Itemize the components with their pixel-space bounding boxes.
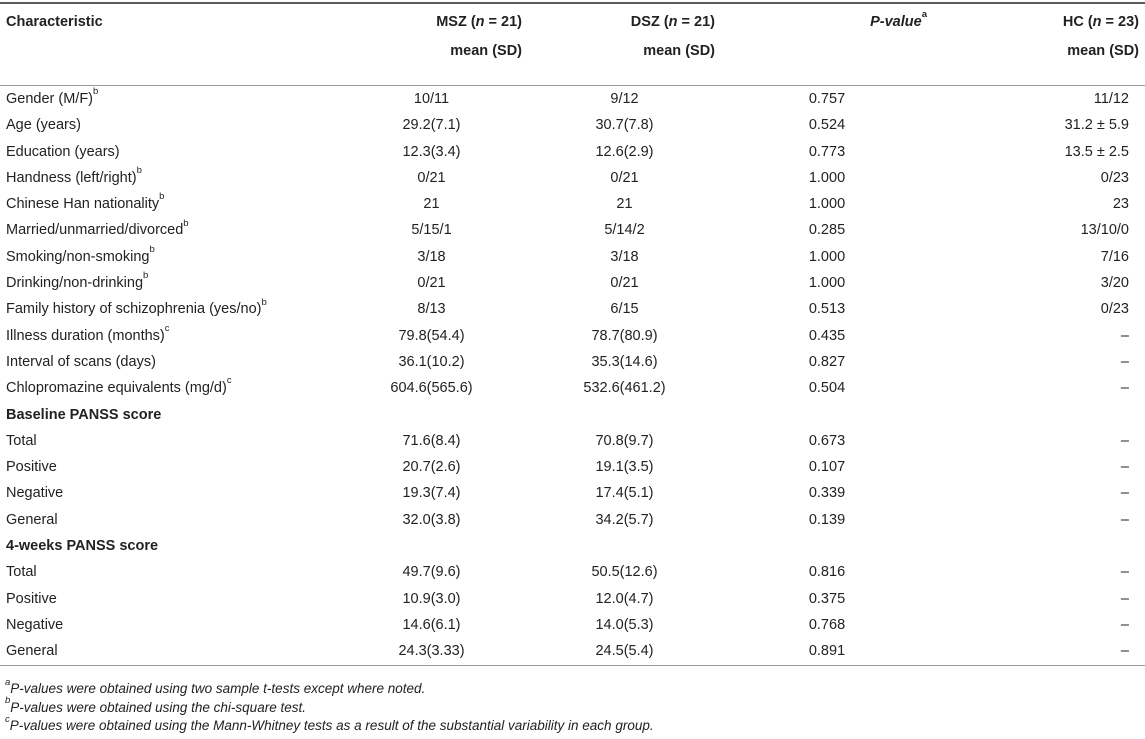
- cell-dsz: 0/21: [610, 275, 639, 292]
- cell-pvalue: 0.524: [808, 117, 846, 134]
- cell-pvalue: 0.339: [808, 485, 846, 502]
- cell-dsz: 24.5(5.4): [528, 638, 721, 665]
- row-label: Gender (M/F): [6, 91, 94, 107]
- header-hc-sub: mean (SD): [933, 38, 1145, 86]
- cell-dsz: 70.8(9.7): [595, 432, 654, 449]
- table-row: [0, 86, 1145, 113]
- table-row: [0, 296, 1145, 322]
- cell-dsz: 12.6(2.9): [595, 143, 654, 160]
- cell-msz: 8/13: [417, 301, 446, 318]
- cell-msz: 24.3(3.33): [335, 638, 528, 665]
- table-footnotes: [5, 676, 654, 736]
- table-row: [0, 559, 1145, 585]
- footnote-mark: a: [5, 676, 11, 688]
- cell-pvalue: 0.513: [808, 301, 846, 318]
- header-msz: MSZ (n = 21): [335, 3, 528, 38]
- table-body: [0, 86, 1145, 666]
- header-pvalue-sup: a: [921, 9, 927, 21]
- table-row: [0, 428, 1145, 454]
- cell-msz: 20.7(2.6): [402, 459, 461, 476]
- cell-characteristic: [0, 375, 335, 401]
- row-label: Chlopromazine equivalents (mg/d): [6, 380, 227, 397]
- footnote-marker: b: [159, 191, 165, 203]
- cell-hc: 0/23: [1100, 301, 1129, 318]
- row-label: Chinese Han nationality: [6, 196, 160, 213]
- cell-msz: 0/21: [417, 275, 446, 292]
- cell-msz: 14.6(6.1): [402, 616, 461, 633]
- cell-dsz: 12.0(4.7): [595, 590, 654, 607]
- cell-characteristic: [0, 480, 335, 506]
- cell-pvalue: 0.435: [808, 327, 846, 344]
- cell-dsz: 30.7(7.8): [595, 117, 654, 134]
- table-row: [0, 217, 1145, 243]
- cell-characteristic: [0, 217, 335, 243]
- cell-pvalue: 0.285: [808, 222, 846, 239]
- cell-characteristic: [0, 270, 335, 296]
- footnote-marker: b: [93, 86, 99, 98]
- cell-msz: 36.1(10.2): [398, 353, 465, 370]
- cell-pvalue: 0.891: [721, 638, 933, 665]
- row-label: Total: [6, 432, 37, 449]
- cell-characteristic: [0, 165, 335, 191]
- cell-hc: –: [1120, 459, 1129, 476]
- cell-characteristic: [0, 112, 335, 138]
- cell-characteristic: [0, 454, 335, 480]
- cell-dsz: 3/18: [610, 248, 639, 265]
- cell-pvalue: 0.139: [808, 511, 846, 528]
- table-row: [0, 112, 1145, 138]
- table-row: [0, 191, 1145, 217]
- cell-hc: –: [1120, 432, 1129, 449]
- table-row: [0, 480, 1145, 506]
- footnote-mark: b: [5, 695, 11, 706]
- cell-msz: 604.6(565.6): [390, 380, 473, 397]
- footnote-text: P-values were obtained using the chi-square test.: [10, 699, 306, 715]
- row-label: Drinking/non-drinking: [6, 275, 144, 292]
- table-row: [0, 349, 1145, 375]
- footnote-marker: b: [261, 296, 267, 308]
- cell-hc: –: [1120, 616, 1129, 633]
- header-pvalue-label: P-value: [870, 14, 922, 30]
- cell-hc: –: [1120, 327, 1129, 344]
- row-label: Handness (left/right): [6, 169, 137, 186]
- cell-pvalue: 0.773: [808, 143, 846, 160]
- cell-msz: 79.8(54.4): [398, 327, 465, 344]
- cell-characteristic: [0, 559, 335, 585]
- row-label: Interval of scans (days): [6, 353, 156, 370]
- header-dsz: DSZ (n = 21): [528, 3, 721, 38]
- footnote-marker: b: [183, 217, 189, 229]
- cell-hc: 11/12: [1093, 91, 1129, 107]
- cell-hc: 0/23: [1100, 169, 1129, 186]
- footnote: [5, 713, 654, 736]
- row-label: Negative: [6, 616, 64, 633]
- row-label: Education (years): [6, 143, 120, 160]
- cell-msz: 71.6(8.4): [402, 432, 461, 449]
- row-label: Illness duration (months): [6, 327, 165, 344]
- cell-pvalue: 0.673: [808, 432, 846, 449]
- cell-pvalue: 1.000: [808, 196, 846, 213]
- cell-characteristic: [0, 86, 335, 113]
- cell-hc: 13/10/0: [1080, 222, 1129, 239]
- cell-hc: 31.2 ± 5.9: [1064, 117, 1129, 134]
- cell-pvalue: 0.107: [808, 459, 846, 476]
- cell-pvalue: 0.768: [808, 616, 846, 633]
- row-label: Married/unmarried/divorced: [6, 222, 184, 239]
- footnote-marker: b: [149, 243, 155, 255]
- cell-dsz: 17.4(5.1): [595, 485, 654, 502]
- cell-hc: –: [1120, 590, 1129, 607]
- cell-hc: –: [1120, 485, 1129, 502]
- cell-characteristic: [0, 296, 335, 322]
- section-row: [0, 533, 1145, 559]
- cell-hc: –: [1120, 511, 1129, 528]
- footnote-marker: c: [226, 375, 232, 387]
- cell-hc: 7/16: [1100, 248, 1129, 265]
- cell-msz: 29.2(7.1): [402, 117, 461, 134]
- cell-characteristic: [0, 507, 335, 533]
- cell-hc: –: [1120, 564, 1129, 581]
- row-label: Age (years): [6, 117, 81, 134]
- cell-characteristic: [0, 428, 335, 454]
- section-row: [0, 402, 1145, 428]
- cell-pvalue: 1.000: [808, 169, 846, 186]
- footnote-marker: b: [143, 270, 149, 282]
- header-dsz-sub: mean (SD): [528, 38, 721, 86]
- row-label: General: [6, 643, 58, 660]
- cell-dsz: 14.0(5.3): [595, 616, 654, 633]
- table-row: [0, 507, 1145, 533]
- cell-hc: 3/20: [1100, 275, 1129, 292]
- table-row: [0, 244, 1145, 270]
- row-label: Family history of schizophrenia (yes/no): [6, 301, 262, 318]
- cell-msz: 21: [423, 196, 440, 213]
- table-row: [0, 165, 1145, 191]
- cell-hc: –: [1120, 353, 1129, 370]
- header-pvalue-sub: [721, 38, 933, 86]
- cell-characteristic: [0, 244, 335, 270]
- cell-dsz: 34.2(5.7): [595, 511, 654, 528]
- cell-characteristic: [0, 612, 335, 638]
- table-row: [0, 270, 1145, 296]
- footnote-text: P-values were obtained using the Mann-Whitney tests as a result of the substantial variability in each group.: [9, 718, 654, 733]
- row-label: Positive: [6, 590, 57, 607]
- cell-pvalue: 0.827: [808, 353, 846, 370]
- cell-hc: 13.5 ± 2.5: [1064, 143, 1129, 160]
- cell-pvalue: 0.504: [808, 380, 846, 397]
- table-row: [0, 612, 1145, 638]
- cell-dsz: 35.3(14.6): [591, 353, 658, 370]
- cell-hc: –: [1120, 380, 1129, 397]
- cell-pvalue: 1.000: [808, 248, 846, 265]
- footnote-marker: b: [136, 165, 142, 177]
- cell-dsz: 19.1(3.5): [595, 459, 654, 476]
- cell-pvalue: 0.757: [808, 91, 846, 107]
- cell-characteristic: [0, 638, 335, 665]
- table-row: [0, 323, 1145, 349]
- cell-dsz: 78.7(80.9): [591, 327, 658, 344]
- cell-pvalue: 0.816: [808, 564, 846, 581]
- header-pvalue: [721, 3, 933, 38]
- table-row: [0, 375, 1145, 401]
- table-row: [0, 586, 1145, 612]
- cell-dsz: 9/12: [610, 91, 639, 107]
- cell-pvalue: 1.000: [808, 275, 846, 292]
- cell-dsz: 0/21: [610, 169, 639, 186]
- cell-dsz: 6/15: [610, 301, 639, 318]
- cell-msz: 49.7(9.6): [402, 564, 461, 581]
- section-label: Baseline PANSS score: [6, 406, 162, 423]
- cell-msz: 5/15/1: [411, 222, 452, 239]
- cell-hc: 23: [1112, 196, 1129, 213]
- cell-msz: 0/21: [417, 169, 446, 186]
- cell-dsz: 21: [616, 196, 633, 213]
- table-header: [0, 3, 1145, 86]
- row-label: General: [6, 511, 58, 528]
- header-hc: HC (n = 23): [933, 3, 1145, 38]
- cell-pvalue: 0.375: [808, 590, 846, 607]
- cell-msz: 19.3(7.4): [402, 485, 461, 502]
- row-label: Negative: [6, 485, 64, 502]
- header-characteristic: Characteristic: [0, 3, 335, 38]
- cell-msz: 10.9(3.0): [402, 590, 461, 607]
- cell-dsz: 50.5(12.6): [591, 564, 658, 581]
- cell-characteristic: [0, 191, 335, 217]
- cell-dsz: 5/14/2: [604, 222, 645, 239]
- footnote: [5, 676, 654, 699]
- demographics-table: [0, 2, 1145, 666]
- row-label: Positive: [6, 459, 57, 476]
- cell-characteristic: [0, 586, 335, 612]
- cell-characteristic: [0, 139, 335, 165]
- row-label: Total: [6, 564, 37, 581]
- cell-msz: 10/11: [413, 91, 450, 107]
- table-row: [0, 638, 1145, 665]
- cell-msz: 32.0(3.8): [402, 511, 461, 528]
- cell-msz: 3/18: [417, 248, 446, 265]
- footnote-marker: c: [164, 322, 170, 334]
- cell-dsz: 532.6(461.2): [583, 380, 666, 397]
- row-label: Smoking/non-smoking: [6, 248, 150, 265]
- header-msz-sub: mean (SD): [335, 38, 528, 86]
- footnote-text: P-values were obtained using two sample t-tests except where noted.: [10, 681, 426, 696]
- table-row: [0, 454, 1145, 480]
- cell-characteristic: [0, 349, 335, 375]
- cell-msz: 12.3(3.4): [402, 143, 461, 160]
- table-row: [0, 139, 1145, 165]
- footnote: [5, 695, 654, 718]
- cell-characteristic: [0, 323, 335, 349]
- cell-hc: –: [933, 638, 1145, 665]
- section-label: 4-weeks PANSS score: [6, 538, 159, 555]
- footnote-mark: c: [5, 713, 10, 725]
- header-empty: [0, 38, 335, 86]
